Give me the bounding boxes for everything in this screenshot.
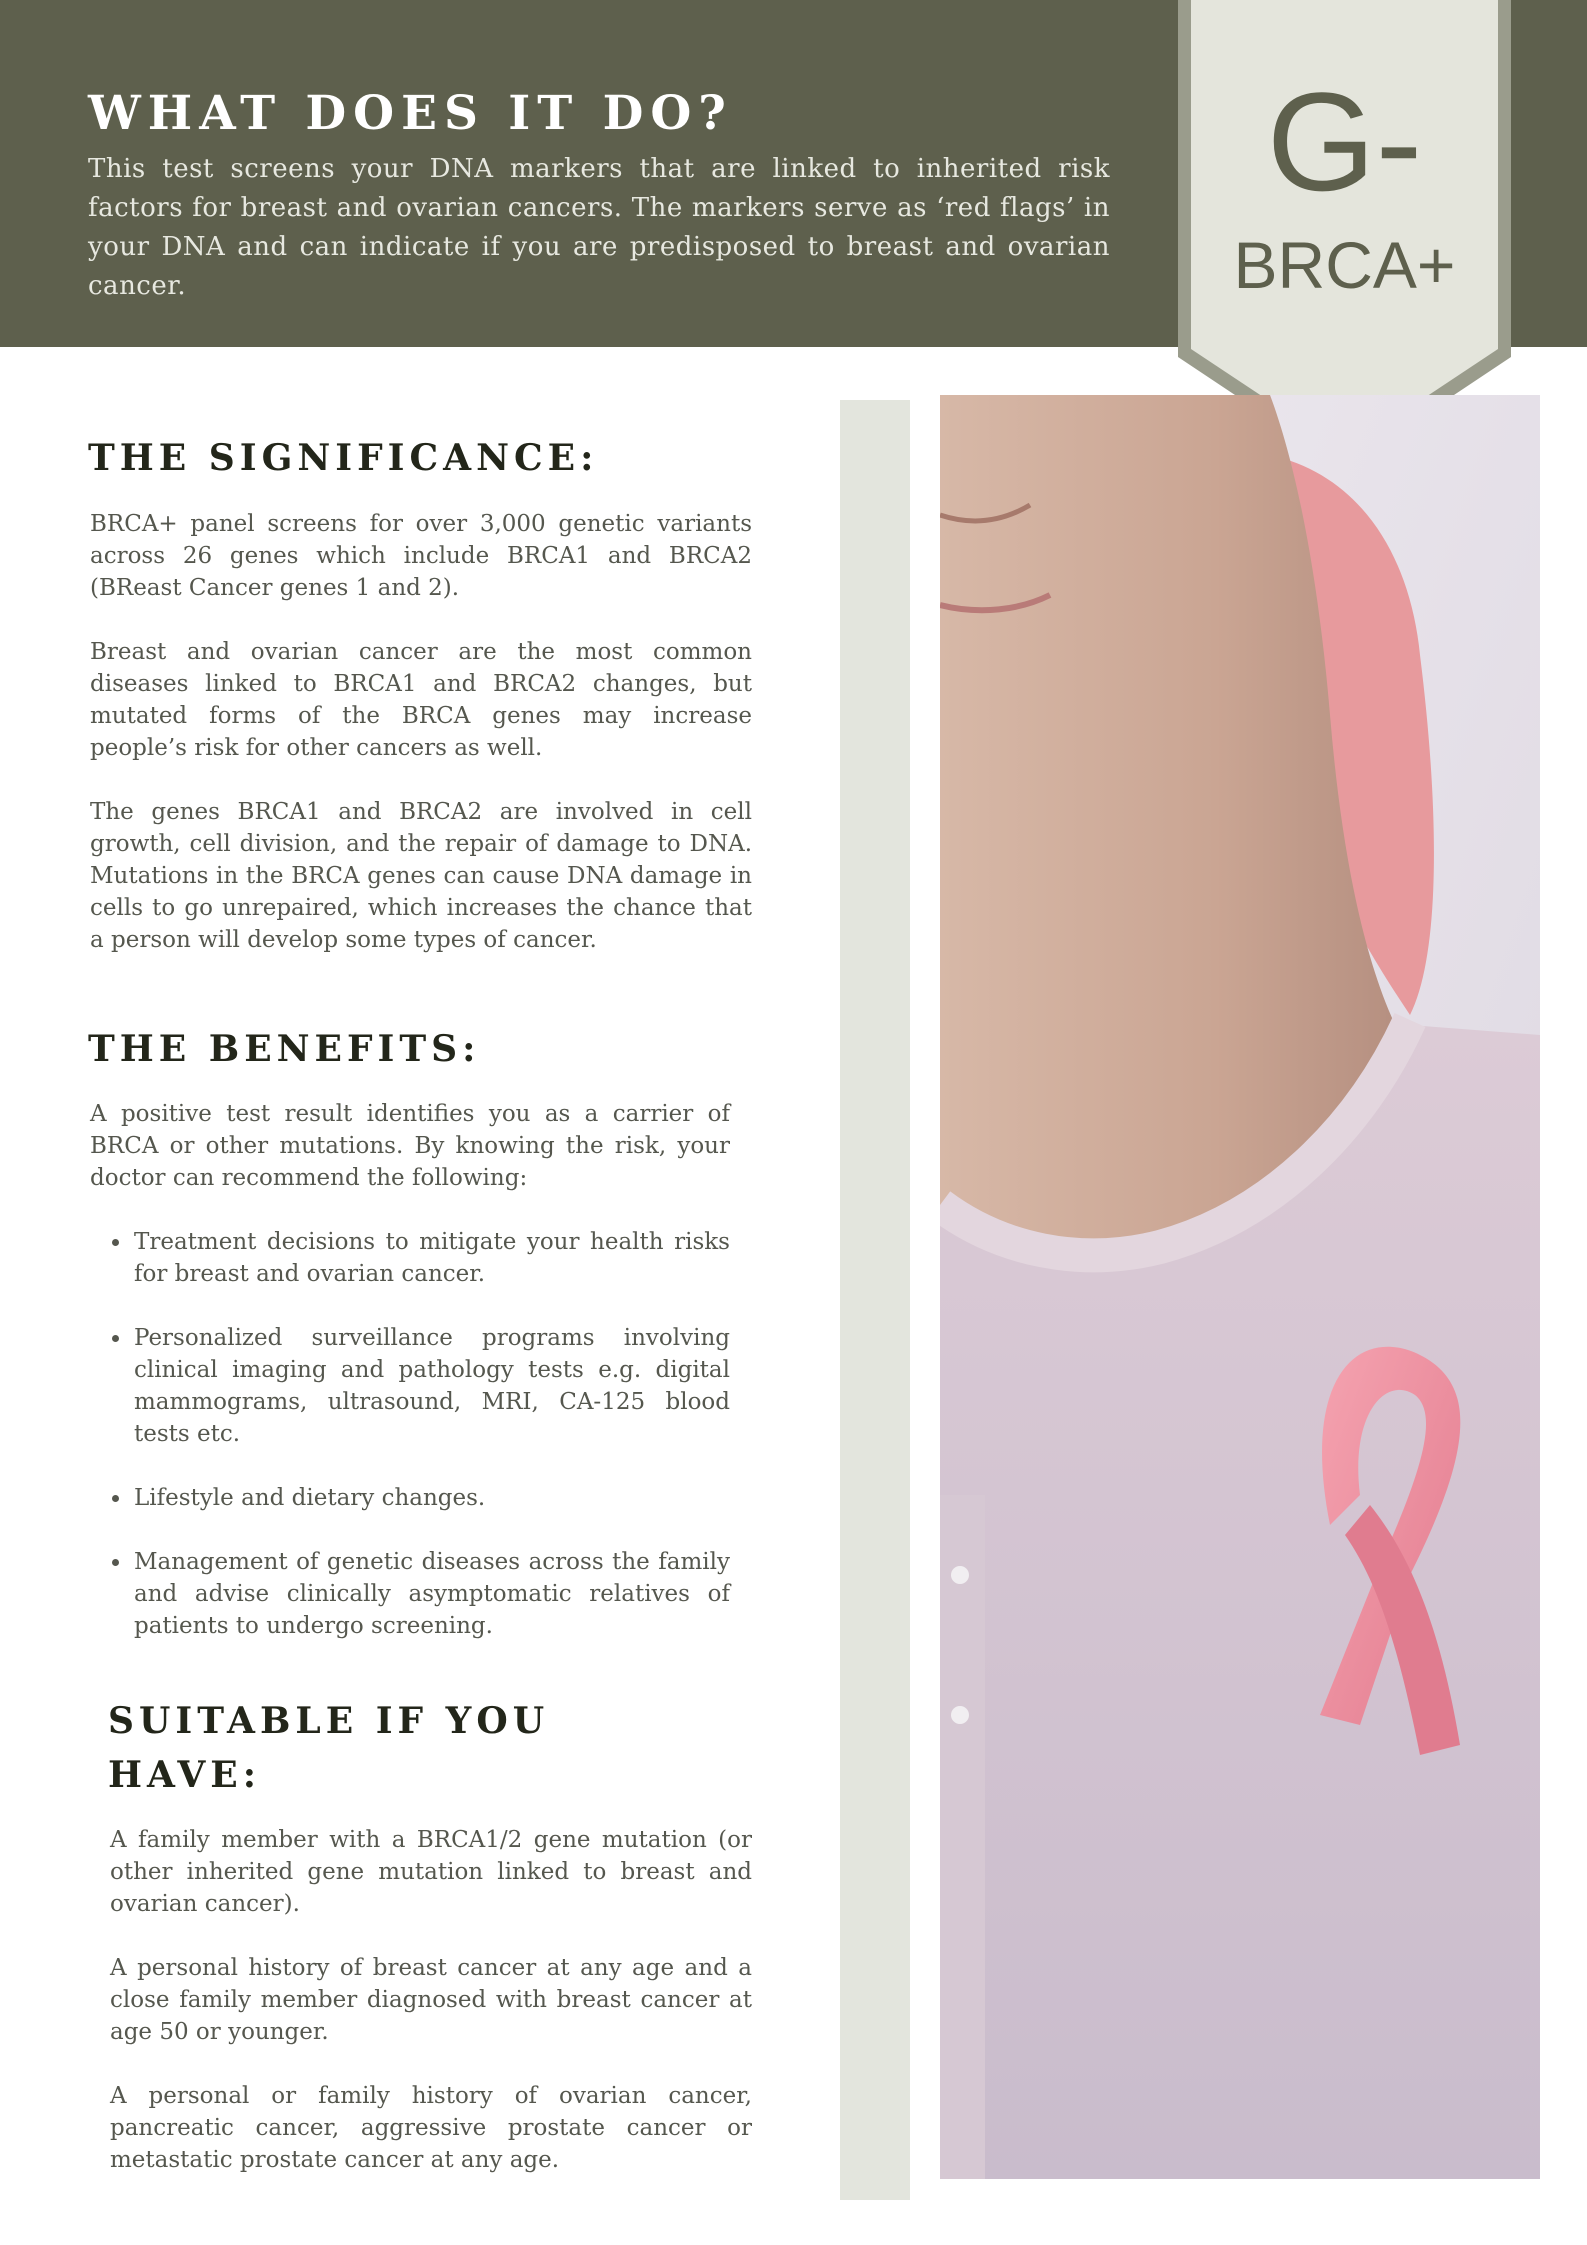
benefits-intro: A positive test result identifies you as a carrier of BRCA or other mutations. By knowing the risk, your doctor can recommend the following: bbox=[90, 1101, 730, 1191]
bullet-dot-icon bbox=[112, 1239, 119, 1246]
significance-paragraph-2: Breast and ovarian cancer are the most common diseases linked to BRCA1 and BRCA2 changes, but mutated forms of the BRCA genes may increase people’s risk for other cancers as well. bbox=[90, 639, 752, 761]
badge-line1: G- bbox=[1266, 63, 1423, 220]
benefit-item-text: Personalized surveillance programs involving clinical imaging and pathology tests e.g. digital mammograms, ultrasound, MRI, CA-125 blood tests etc. bbox=[134, 1325, 730, 1447]
header-description: This test screens your DNA markers that are linked to inherited risk factors for breast and ovarian cancers. The markers serve as ‘red flags’ in your DNA and can indicate if you are predisposed to breast and ovarian cancer. bbox=[88, 154, 1110, 301]
header-title: WHAT DOES IT DO? bbox=[88, 86, 733, 141]
significance-paragraph-1: BRCA+ panel screens for over 3,000 genetic variants across 26 genes which include BRCA1 and BRCA2 (BReast Cancer genes 1 and 2). bbox=[90, 511, 752, 601]
list-item bbox=[90, 1482, 730, 1514]
list-item bbox=[90, 1226, 730, 1290]
benefit-item-text: Management of genetic diseases across the family and advise clinically asymptomatic relatives of patients to undergo screening. bbox=[134, 1549, 730, 1639]
suitable-paragraph-2: A personal history of breast cancer at any age and a close family member diagnosed with breast cancer at age 50 or younger. bbox=[110, 1955, 752, 2045]
divider-bar bbox=[840, 400, 910, 2200]
bullet-dot-icon bbox=[112, 1495, 119, 1502]
badge-line2: BRCA+ bbox=[1233, 228, 1456, 302]
bullet-dot-icon bbox=[112, 1335, 119, 1342]
benefit-item-text: Lifestyle and dietary changes. bbox=[134, 1485, 486, 1511]
photo-woman-with-ribbon bbox=[940, 395, 1540, 2179]
benefits-title: THE BENEFITS: bbox=[88, 1028, 481, 1070]
bullet-dot-icon bbox=[112, 1559, 119, 1566]
suitable-paragraph-3: A personal or family history of ovarian cancer, pancreatic cancer, aggressive prostate cancer or metastatic prostate cancer at any age. bbox=[110, 2083, 752, 2173]
significance-title: THE SIGNIFICANCE: bbox=[88, 437, 599, 479]
suitable-title-line2: HAVE: bbox=[108, 1754, 261, 1796]
list-item bbox=[90, 1322, 730, 1450]
benefits-list bbox=[90, 1226, 730, 1674]
suitable-paragraph-1: A family member with a BRCA1/2 gene mutation (or other inherited gene mutation linked to breast and ovarian cancer). bbox=[110, 1827, 752, 1917]
list-item bbox=[90, 1546, 730, 1642]
significance-paragraph-3: The genes BRCA1 and BRCA2 are involved in cell growth, cell division, and the repair of damage to DNA. Mutations in the BRCA genes can cause DNA damage in cells to go unrepaired, which increases the chance that a person will develop some types of cancer. bbox=[90, 799, 752, 953]
benefit-item-text: Treatment decisions to mitigate your health risks for breast and ovarian cancer. bbox=[134, 1229, 730, 1287]
suitable-title-line1: SUITABLE IF YOU bbox=[108, 1700, 550, 1742]
